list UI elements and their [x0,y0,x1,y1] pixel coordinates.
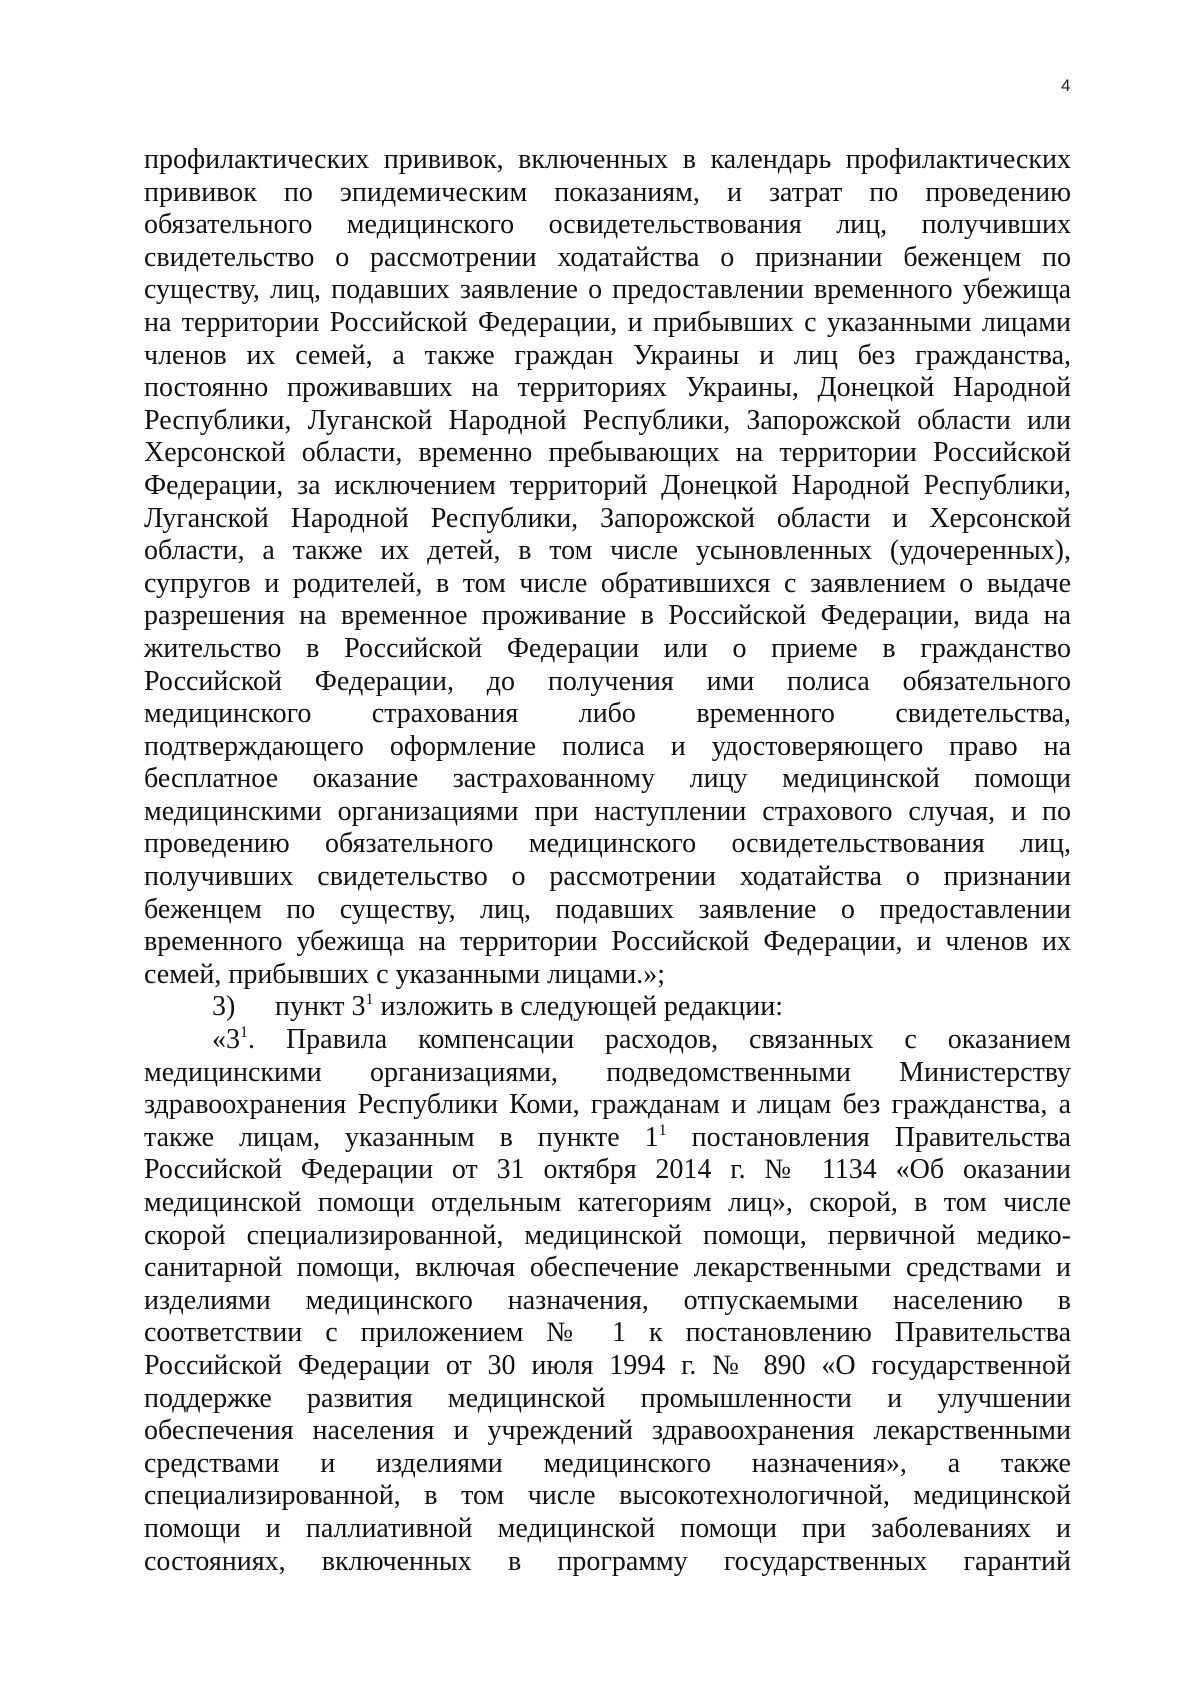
paragraph-line: скорой специализированной, медицинской помощи, первичной медико- [144,1219,1071,1251]
paragraph-line: проведению обязательного медицинского освидетельствования лиц, [144,828,1071,860]
paragraph-line: супругов и родителей, в том числе обратившихся с заявлением о выдаче [144,567,1071,599]
paragraph-line: Российской Федерации от 30 июля 1994 г. № 890 «О государственной [144,1349,1071,1381]
paragraph-line: членов их семей, а также граждан Украины и лиц без гражданства, [144,339,1071,371]
paragraph-line: состояниях, включенных в программу государственных гарантий [144,1545,1071,1577]
paragraph-line: разрешения на временное проживание в Российской Федерации, вида на [144,600,1071,632]
paragraph-line: санитарной помощи, включая обеспечение лекарственными средствами и [144,1252,1071,1284]
paragraph-new-wording [144,1024,1071,1578]
paragraph-line: специализированной, в том числе высокотехнологичной, медицинской [144,1480,1071,1512]
list-item-superscript: 1 [365,991,374,1009]
list-item-text-after: изложить в следующей редакции: [373,991,783,1023]
list-item-3 [144,991,1071,1024]
paragraph-line: свидетельство о рассмотрении ходатайства о признании беженцем по [144,241,1071,273]
paragraph-line: медицинской помощи отдельным категориям лиц», скорой, в том числе [144,1187,1071,1218]
document-body [144,144,1071,1578]
paragraph-line: медицинскими организациями при наступлении страхового случая, и по [144,795,1071,827]
paragraph-line: на территории Российской Федерации, и прибывших с указанными лицами [144,306,1071,338]
paragraph-line: изделиями медицинского назначения, отпускаемыми населению в [144,1284,1071,1316]
paragraph-line: медицинскими организациями, подведомственными Министерству [144,1056,1071,1088]
paragraph-line: получивших свидетельство о рассмотрении ходатайства о признании [144,861,1071,893]
clause-first-line-rest: . Правила компенсации расходов, связанных с оказанием [248,1024,1071,1056]
paragraph-line: жительство в Российской Федерации или о приеме в гражданство [144,632,1071,664]
paragraph-line: Федерации, за исключением территорий Донецкой Народной Республики, [144,469,1071,501]
paragraph-line-with-superscript [144,1122,1071,1155]
paragraph-line: бесплатное оказание застрахованному лицу медицинской помощи [144,763,1071,795]
paragraph-line: Российской Федерации от 31 октября 2014 г. № 1134 «Об оказании [144,1154,1071,1186]
paragraph-line: Республики, Луганской Народной Республики, Запорожской области или [144,404,1071,436]
list-item-text-before: пункт 3 [275,991,366,1023]
paragraph-line: медицинского страхования либо временного свидетельства, [144,698,1071,730]
paragraph-line: постоянно проживавших на территориях Украины, Донецкой Народной [144,372,1071,404]
paragraph-line: беженцем по существу, лиц, подавших заявление о предоставлении [144,893,1071,925]
paragraph-line: здравоохранения Республики Коми, гражданам и лицам без гражданства, а [144,1089,1071,1121]
paragraph-line: Луганской Народной Республики, Запорожской области и Херсонской [144,502,1071,534]
paragraph-line: соответствии с приложением № 1 к постановлению Правительства [144,1317,1071,1349]
clause-superscript: 1 [240,1024,248,1042]
line-superscript: 1 [658,1121,667,1139]
page-number: 4 [1061,76,1071,95]
paragraph-line: поддержке развития медицинской промышленности и улучшении [144,1382,1071,1414]
list-item-3-line [144,991,1071,1024]
clause-prefix: «3 [212,1024,240,1056]
line-text-before: также лицам, указанным в пункте 1 [144,1121,659,1153]
paragraph-line: области, а также их детей, в том числе усыновленных (удочеренных), [144,535,1071,567]
paragraph-line: обеспечения населения и учреждений здравоохранения лекарственными [144,1415,1071,1447]
paragraph-last-line: семей, прибывших с указанными лицами.»; [144,958,665,990]
line-text-after: постановления Правительства [666,1121,1071,1153]
paragraph-line: Российской Федерации, до получения ими полиса обязательного [144,665,1071,697]
paragraph-line: обязательного медицинского освидетельствования лиц, получивших [144,209,1071,241]
paragraph-continuation [144,144,1071,991]
paragraph-line: Херсонской области, временно пребывающих на территории Российской [144,437,1071,469]
paragraph-first-line [144,1024,1071,1057]
paragraph-line: подтверждающего оформление полиса и удостоверяющего право на [144,730,1071,762]
paragraph-line: средствами и изделиями медицинского назначения», а также [144,1447,1071,1479]
paragraph-line: прививок по эпидемическим показаниям, и затрат по проведению [144,176,1071,208]
paragraph-line: помощи и паллиативной медицинской помощи при заболеваниях и [144,1512,1071,1544]
paragraph-line: временного убежища на территории Российской Федерации, и членов их [144,926,1071,958]
paragraph-line: профилактических прививок, включенных в календарь профилактических [144,144,1071,175]
list-item-number: 3) [212,991,236,1023]
paragraph-line: существу, лиц, подавших заявление о предоставлении временного убежища [144,274,1071,306]
